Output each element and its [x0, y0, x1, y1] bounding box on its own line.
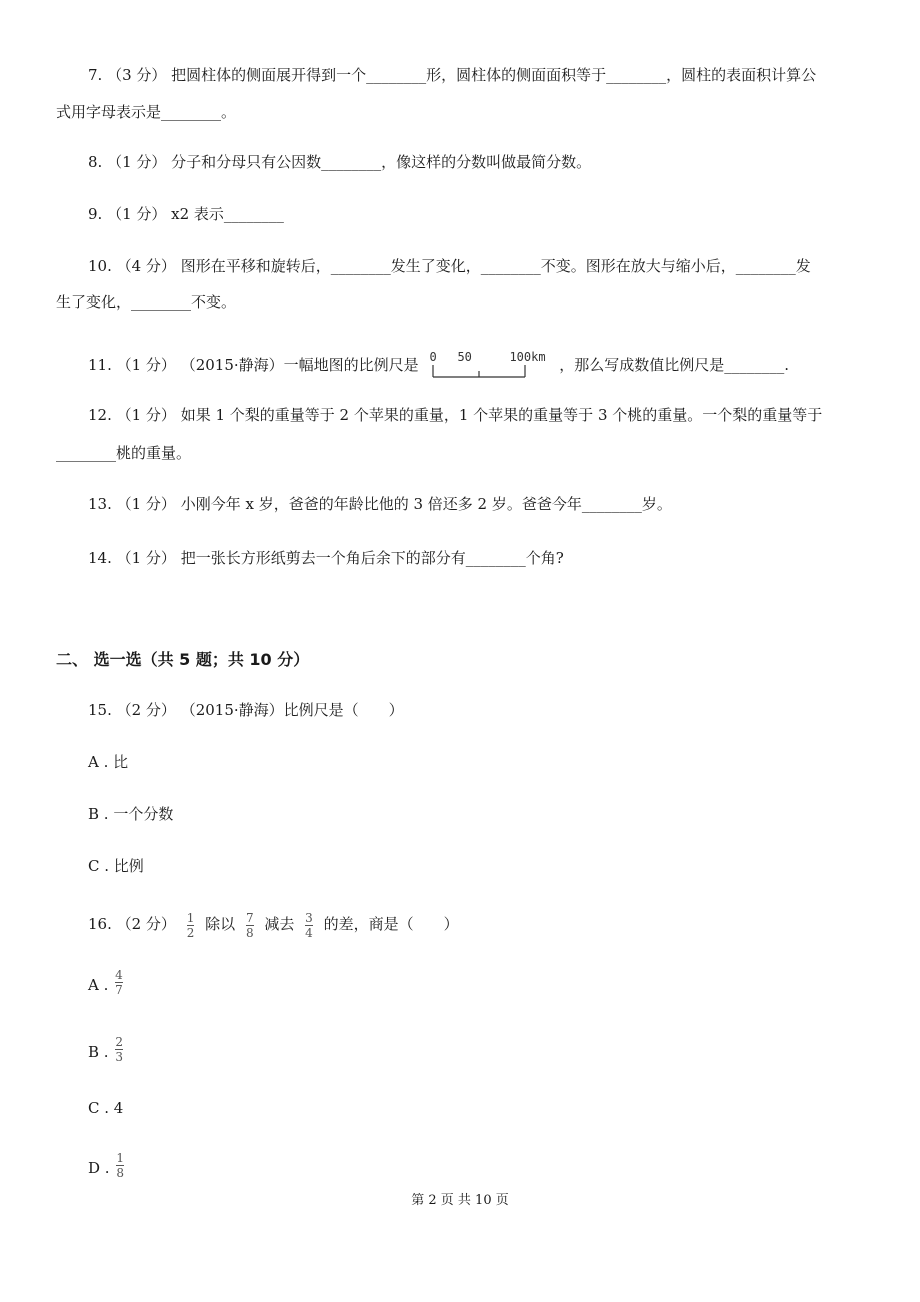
fraction-numerator: 2 — [115, 1035, 123, 1049]
section-2-title: 二、 选一选（共 5 题；共 10 分） — [56, 650, 310, 669]
question-15-option-b: B . 一个分数 — [88, 805, 174, 823]
map-scale-bar — [431, 351, 546, 381]
question-16-prefix: 16. （2 分） — [88, 915, 176, 933]
question-16-text-subtract: 减去 — [264, 915, 295, 933]
question-16-option-d — [88, 1148, 130, 1188]
question-11-text-before: 11. （1 分） （2015·静海）一幅地图的比例尺是 — [88, 356, 419, 374]
fraction-denominator: 4 — [305, 925, 313, 940]
question-11 — [88, 345, 789, 385]
question-15-option-a: A . 比 — [88, 753, 129, 771]
scale-bar-icon — [431, 363, 531, 379]
question-15: 15. （2 分） （2015·静海）比例尺是（ ） — [88, 701, 404, 719]
option-label: A . — [88, 976, 109, 994]
fraction-seven-eighths — [246, 912, 254, 939]
fraction-numerator: 4 — [115, 968, 123, 982]
fraction-denominator: 8 — [245, 925, 254, 940]
question-16-text-end: 的差，商是（ ） — [323, 915, 459, 933]
question-8: 8. （1 分） 分子和分母只有公因数________，像这样的分数叫做最简分数。 — [88, 153, 592, 171]
question-10-line-1: 10. （4 分） 图形在平移和旋转后，________发生了变化，________不变。图形在放大与缩小后，________发 — [88, 257, 811, 275]
fraction-one-half — [187, 912, 195, 939]
fraction-four-sevenths — [115, 969, 123, 996]
scale-label-50: 50 — [457, 350, 472, 364]
question-7-line-1: 7. （3 分） 把圆柱体的侧面展开得到一个________形，圆柱体的侧面面积等于________，圆柱的表面积计算公 — [88, 66, 817, 84]
question-16-option-a — [88, 965, 129, 1005]
question-15-option-c: C . 比例 — [88, 857, 144, 875]
question-16-option-b — [88, 1032, 129, 1072]
question-16 — [88, 904, 459, 944]
question-14: 14. （1 分） 把一张长方形纸剪去一个角后余下的部分有________个角? — [88, 549, 564, 567]
question-12-line-2: ________桃的重量。 — [56, 444, 192, 462]
question-10-line-2: 生了变化，________不变。 — [56, 293, 237, 311]
fraction-numerator: 7 — [245, 910, 254, 925]
option-label: D . — [88, 1159, 110, 1177]
scale-label-0: 0 — [429, 350, 437, 364]
fraction-denominator: 3 — [115, 1050, 123, 1064]
fraction-denominator: 7 — [115, 983, 123, 997]
question-7-line-2: 式用字母表示是________。 — [56, 103, 237, 121]
question-13: 13. （1 分） 小刚今年 x 岁，爸爸的年龄比他的 3 倍还多 2 岁。爸爸今年________岁。 — [88, 495, 672, 513]
fraction-three-quarters — [305, 912, 313, 939]
fraction-numerator: 1 — [186, 910, 195, 925]
fraction-numerator: 3 — [305, 910, 313, 925]
fraction-denominator: 2 — [186, 925, 195, 940]
page-footer: 第 2 页 共 10 页 — [411, 1193, 509, 1208]
question-12-line-1: 12. （1 分） 如果 1 个梨的重量等于 2 个苹果的重量，1 个苹果的重量等于 3 个桃的重量。一个梨的重量等于 — [88, 406, 823, 424]
question-11-text-after: ，那么写成数值比例尺是________. — [559, 356, 789, 374]
option-label: B . — [88, 1043, 109, 1061]
fraction-two-thirds — [115, 1036, 123, 1063]
question-16-option-c: C . 4 — [88, 1099, 124, 1117]
question-16-text-divide: 除以 — [205, 915, 236, 933]
fraction-numerator: 1 — [116, 1151, 124, 1165]
fraction-one-eighth — [116, 1152, 124, 1179]
fraction-denominator: 8 — [116, 1166, 124, 1180]
question-9: 9. （1 分） x2 表示________ — [88, 205, 284, 223]
scale-label-100km: 100km — [509, 350, 546, 364]
